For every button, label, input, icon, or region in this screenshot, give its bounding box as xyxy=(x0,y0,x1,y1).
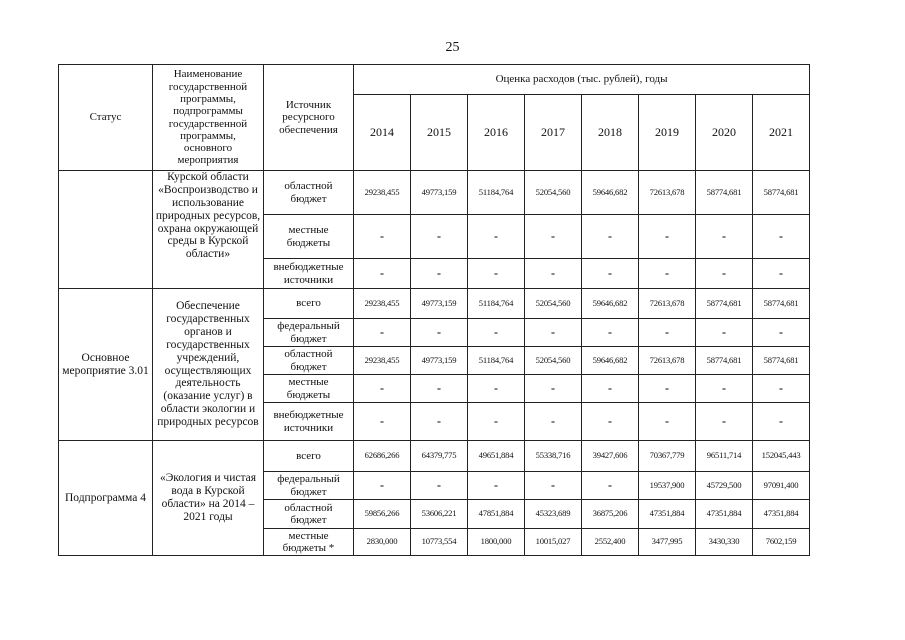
value-cell: - xyxy=(753,319,810,347)
value-cell: 59646,682 xyxy=(582,347,639,375)
value-cell: 47351,884 xyxy=(753,500,810,529)
value-cell: 45729,500 xyxy=(696,472,753,500)
source-cell: областной бюджет xyxy=(264,500,354,529)
value-cell: 47351,884 xyxy=(696,500,753,529)
source-cell: местные бюджеты xyxy=(264,375,354,403)
value-cell: 49773,159 xyxy=(411,347,468,375)
value-cell: - xyxy=(411,403,468,441)
value-cell: 29238,455 xyxy=(354,171,411,215)
value-cell: 47351,884 xyxy=(639,500,696,529)
value-cell: 51184,764 xyxy=(468,289,525,319)
value-cell: - xyxy=(525,472,582,500)
value-cell: - xyxy=(468,375,525,403)
source-cell: областной бюджет xyxy=(264,347,354,375)
header-estimate: Оценка расходов (тыс. рублей), годы xyxy=(354,65,810,95)
source-cell: внебюджетные источники xyxy=(264,403,354,441)
source-cell: местные бюджеты * xyxy=(264,529,354,556)
value-cell: 58774,681 xyxy=(753,289,810,319)
value-cell: - xyxy=(582,215,639,259)
source-cell: всего xyxy=(264,441,354,472)
budget-table xyxy=(58,64,810,556)
value-cell: - xyxy=(639,375,696,403)
value-cell: - xyxy=(411,319,468,347)
header-status: Статус xyxy=(59,65,153,171)
source-cell: федеральный бюджет xyxy=(264,472,354,500)
value-cell: 59856,266 xyxy=(354,500,411,529)
value-cell: 45323,689 xyxy=(525,500,582,529)
value-cell: 72613,678 xyxy=(639,347,696,375)
value-cell: - xyxy=(696,215,753,259)
page-number: 25 xyxy=(445,40,460,55)
value-cell: 36875,206 xyxy=(582,500,639,529)
value-cell: 152045,443 xyxy=(753,441,810,472)
header-row xyxy=(59,65,810,95)
value-cell: - xyxy=(411,472,468,500)
value-cell: - xyxy=(525,375,582,403)
value-cell: 29238,455 xyxy=(354,289,411,319)
value-cell: - xyxy=(753,375,810,403)
year-cell: 2016 xyxy=(468,95,525,171)
value-cell: - xyxy=(354,319,411,347)
value-cell: - xyxy=(696,319,753,347)
value-cell: 58774,681 xyxy=(696,171,753,215)
value-cell: 47851,884 xyxy=(468,500,525,529)
status-cell: Подпрограмма 4 xyxy=(59,441,153,556)
value-cell: 72613,678 xyxy=(639,171,696,215)
value-cell: 49773,159 xyxy=(411,171,468,215)
status-cell xyxy=(59,171,153,289)
value-cell: - xyxy=(411,375,468,403)
value-cell: - xyxy=(753,259,810,289)
value-cell: 52054,560 xyxy=(525,347,582,375)
year-cell: 2015 xyxy=(411,95,468,171)
value-cell: 53606,221 xyxy=(411,500,468,529)
value-cell: - xyxy=(525,319,582,347)
value-cell: 58774,681 xyxy=(753,171,810,215)
value-cell: - xyxy=(582,259,639,289)
value-cell: - xyxy=(468,215,525,259)
table-row xyxy=(59,171,810,215)
year-cell: 2014 xyxy=(354,95,411,171)
value-cell: 70367,779 xyxy=(639,441,696,472)
value-cell: - xyxy=(639,259,696,289)
value-cell: 2552,400 xyxy=(582,529,639,556)
value-cell: - xyxy=(411,259,468,289)
value-cell: - xyxy=(468,403,525,441)
value-cell: 49651,884 xyxy=(468,441,525,472)
table-row xyxy=(59,441,810,472)
value-cell: - xyxy=(354,375,411,403)
value-cell: 49773,159 xyxy=(411,289,468,319)
value-cell: - xyxy=(468,319,525,347)
value-cell: 19537,900 xyxy=(639,472,696,500)
value-cell: 29238,455 xyxy=(354,347,411,375)
value-cell: - xyxy=(468,259,525,289)
source-cell: федеральный бюджет xyxy=(264,319,354,347)
value-cell: - xyxy=(411,215,468,259)
value-cell: 62686,266 xyxy=(354,441,411,472)
value-cell: - xyxy=(753,403,810,441)
program-name-cell: Курской области «Воспроизводство и использование природных ресурсов, охрана окружающей среды в Курской области» xyxy=(153,171,264,289)
value-cell: 10773,554 xyxy=(411,529,468,556)
value-cell: - xyxy=(696,259,753,289)
value-cell: - xyxy=(354,259,411,289)
year-cell: 2020 xyxy=(696,95,753,171)
year-cell: 2017 xyxy=(525,95,582,171)
value-cell: - xyxy=(354,403,411,441)
status-cell: Основное мероприятие 3.01 xyxy=(59,289,153,441)
header-name: Наименование государственной программы, подпрограммы государственной программы, основного мероприятия xyxy=(153,65,264,171)
table-row xyxy=(59,289,810,319)
value-cell: 3430,330 xyxy=(696,529,753,556)
program-name-cell: «Экология и чистая вода в Курской области» на 2014 – 2021 годы xyxy=(153,441,264,556)
value-cell: - xyxy=(639,215,696,259)
value-cell: - xyxy=(525,259,582,289)
value-cell: - xyxy=(354,215,411,259)
value-cell: 3477,995 xyxy=(639,529,696,556)
value-cell: 72613,678 xyxy=(639,289,696,319)
value-cell: 2830,000 xyxy=(354,529,411,556)
source-cell: всего xyxy=(264,289,354,319)
value-cell: 51184,764 xyxy=(468,171,525,215)
program-name-cell: Обеспечение государственных органов и государственных учреждений, осуществляющих деятельность (оказание услуг) в области экологии и природных ресурсов xyxy=(153,289,264,441)
source-cell: областной бюджет xyxy=(264,171,354,215)
value-cell: 10015,027 xyxy=(525,529,582,556)
value-cell: - xyxy=(696,375,753,403)
value-cell: 64379,775 xyxy=(411,441,468,472)
value-cell: - xyxy=(696,403,753,441)
value-cell: 58774,681 xyxy=(696,347,753,375)
value-cell: - xyxy=(639,403,696,441)
year-cell: 2018 xyxy=(582,95,639,171)
value-cell: 96511,714 xyxy=(696,441,753,472)
value-cell: - xyxy=(582,403,639,441)
value-cell: 59646,682 xyxy=(582,171,639,215)
value-cell: - xyxy=(582,472,639,500)
value-cell: 55338,716 xyxy=(525,441,582,472)
value-cell: - xyxy=(525,403,582,441)
value-cell: - xyxy=(582,319,639,347)
value-cell: 7602,159 xyxy=(753,529,810,556)
source-cell: местные бюджеты xyxy=(264,215,354,259)
value-cell: 52054,560 xyxy=(525,289,582,319)
year-cell: 2021 xyxy=(753,95,810,171)
value-cell: 59646,682 xyxy=(582,289,639,319)
source-cell: внебюджетные источники xyxy=(264,259,354,289)
value-cell: 97091,400 xyxy=(753,472,810,500)
value-cell: - xyxy=(582,375,639,403)
value-cell: - xyxy=(753,215,810,259)
value-cell: 52054,560 xyxy=(525,171,582,215)
year-cell: 2019 xyxy=(639,95,696,171)
value-cell: - xyxy=(468,472,525,500)
value-cell: 51184,764 xyxy=(468,347,525,375)
value-cell: 58774,681 xyxy=(696,289,753,319)
value-cell: 58774,681 xyxy=(753,347,810,375)
value-cell: - xyxy=(639,319,696,347)
value-cell: 39427,606 xyxy=(582,441,639,472)
value-cell: - xyxy=(525,215,582,259)
value-cell: 1800,000 xyxy=(468,529,525,556)
value-cell: - xyxy=(354,472,411,500)
header-source: Источник ресурсного обеспечения xyxy=(264,65,354,171)
